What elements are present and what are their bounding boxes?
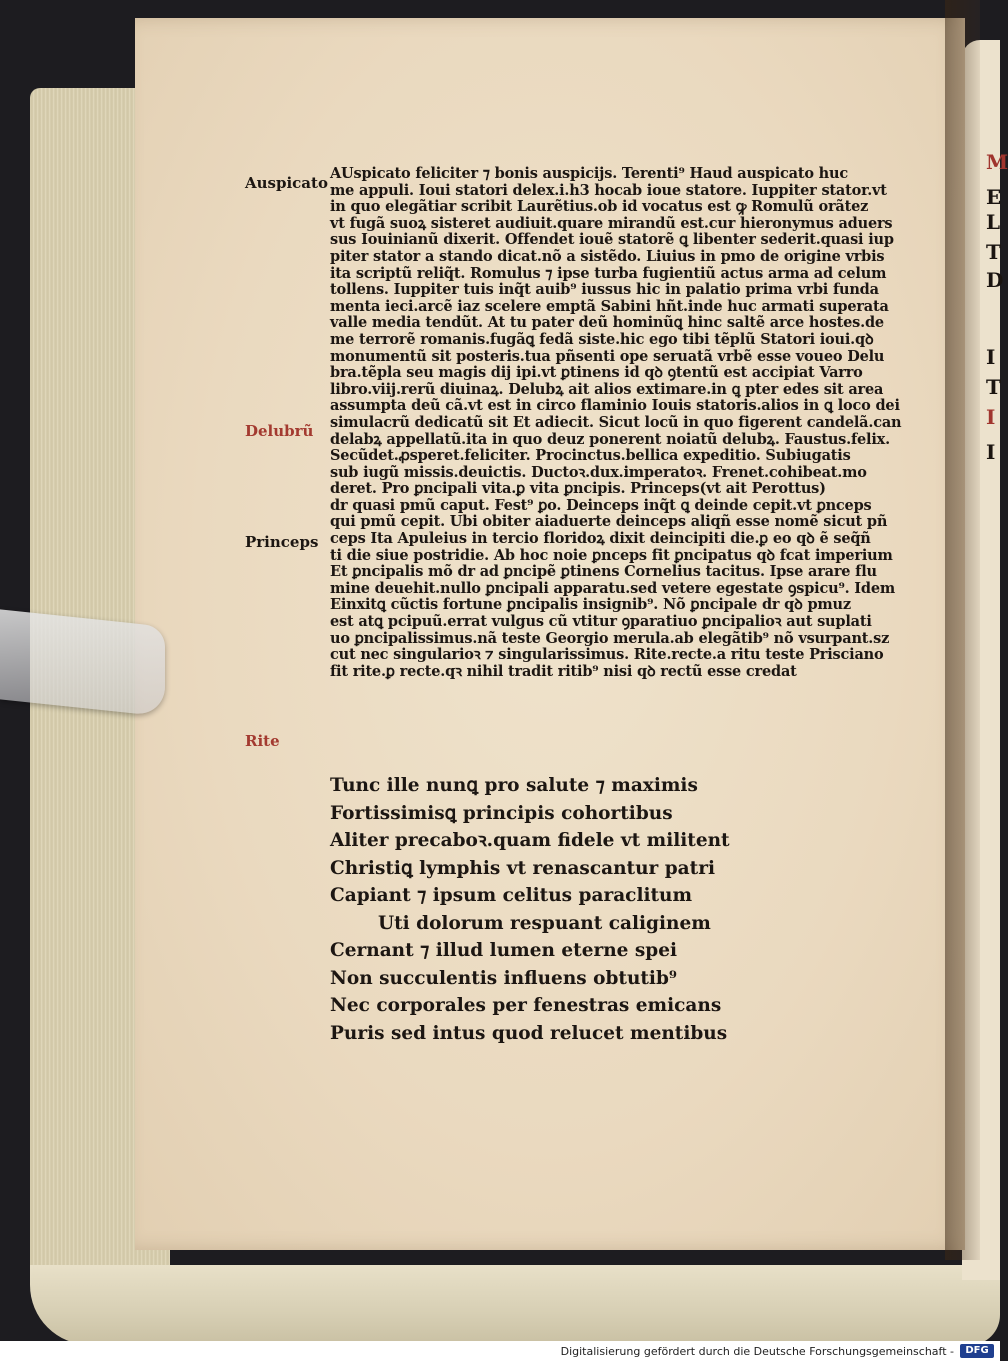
text-line: Einxitꝗ cũctis fortune ꝑncipalis insignib⁹. Nõ ꝑncipale dr qꝺ pmuz xyxy=(330,596,851,614)
text-line: cut nec singularioꝛ ⁊ singularissimus. Rite.recte.a ritu teste Prisciano xyxy=(330,646,884,664)
text-line: ceps Ita Apuleius in tercio floridoꝝ dixit deincipiti die.ꝑ eo qꝺ ẽ seq̃ñ xyxy=(330,530,871,548)
text-line: qui pmũ cepit. Ubi obiter aiaduerte deinceps aliqñ esse nomẽ sicut pñ xyxy=(330,513,888,531)
verse-line: Aliter precaboꝛ.quam fidele vt militent xyxy=(330,830,730,851)
verse-line: Non succulentis influens obtutib⁹ xyxy=(330,967,678,989)
text-line: me appuli. Ioui statori delex.i.h3 hocab ioue statore. Iuppiter stator.vt xyxy=(330,181,887,199)
text-line: me terrorẽ romanis.fugãꝗ fedã siste.hic ego tibi tẽplũ Statori ioui.qꝺ xyxy=(330,330,874,348)
verse-line: Capiant ⁊ ipsum celitus paraclitum xyxy=(330,885,693,906)
text-line: deret. Pro ꝑncipali vita.ꝑ vita ꝑncipis. Princeps(vt ait Perottus) xyxy=(330,480,826,498)
margin-note-auspicato: Auspicato xyxy=(245,174,328,192)
main-text-block xyxy=(330,165,902,680)
text-line: fit rite.ꝑ recte.qꝛ nihil tradit ritib⁹ nisi qꝺ rectũ esse credat xyxy=(330,662,797,680)
text-line: uo ꝑncipalissimus.nã teste Georgio merula.ab elegãtib⁹ nõ vsurpant.sz xyxy=(330,629,890,647)
margin-note-delubrum: Delubrũ xyxy=(245,422,314,440)
text-line: ita scriptũ reliq̃t. Romulus ⁊ ipse turba fugientiũ actus arma ad celum xyxy=(330,264,887,282)
verse-line: Puris sed intus quod relucet mentibus xyxy=(330,1022,728,1044)
text-line: sus Iouinianũ dixerit. Offendet iouẽ statorẽ ꝗ libenter sederit.quasi iup xyxy=(330,231,894,249)
next-page-fragment: T xyxy=(986,375,1001,399)
text-line: monumentũ sit posteris.tua pñsenti ope seruatã vrbẽ esse voueo Delu xyxy=(330,347,885,365)
text-line: libro.viij.rerũ diuinaꝝ. Delubꝝ ait alios extimare.in ꝗ pter edes sit area xyxy=(330,380,884,398)
text-line: mine deuehit.nullo ꝑncipali apparatu.sed vetere egestate ꝯspicu⁹. Idem xyxy=(330,579,895,597)
funding-credit: Digitalisierung gefördert durch die Deutsche Forschungsgemeinschaft - xyxy=(560,1345,954,1358)
verse-line: Cernant ⁊ illud lumen eterne spei xyxy=(330,940,678,961)
text-line: ti die siue postridie. Ab hoc noie ꝑnceps fit ꝑncipatus qꝺ fcat imperium xyxy=(330,546,893,564)
text-line: dr quasi pmũ caput. Fest⁹ ꝑo. Deinceps inq̃t ꝗ deinde cepit.vt ꝑnceps xyxy=(330,496,872,514)
verse-line: Christiꝗ lymphis vt renascantur patri xyxy=(330,857,715,879)
text-line: piter stator a stando dicat.nõ a sistẽdo. Liuius in pmo de origine vrbis xyxy=(330,247,885,265)
verse-line: Fortissimisꝗ principis cohortibus xyxy=(330,802,673,824)
margin-note-rite: Rite xyxy=(245,732,280,750)
text-line: sub iugũ missis.deuictis. Ductoꝛ.dux.imperatoꝛ. Frenet.cohibeat.mo xyxy=(330,463,867,481)
verse-line: Uti dolorum respuant caliginem xyxy=(378,912,711,934)
text-line: tollens. Iuppiter tuis inq̃t auib⁹ iussus hic in palatio prima vrbi funda xyxy=(330,281,879,299)
next-page-fragment: L xyxy=(986,210,1001,234)
footer-bar xyxy=(0,1341,1000,1361)
next-page-fragment: I xyxy=(986,405,996,429)
text-line: vt fugã suoꝝ sisteret audiuit.quare mirandũ est.cur hieronymus aduers xyxy=(330,214,893,232)
text-line: est atꝗ pcipuũ.errat vulgus cũ vtitur ꝯparatiuo ꝑncipalioꝛ aut suplati xyxy=(330,613,872,631)
text-line: assumpta deũ cã.vt est in circo flaminio Iouis statoris.alios in ꝗ loco dei xyxy=(330,397,900,415)
next-page-fragment: T xyxy=(986,240,1001,264)
dfg-logo: DFG xyxy=(960,1344,994,1358)
next-page-fragment: I xyxy=(986,345,996,369)
next-page-fragment: D xyxy=(986,268,1004,292)
verse-block xyxy=(330,772,810,1047)
next-page-fragment: I xyxy=(986,440,996,464)
text-line: simulacrũ dedicatũ sit Et adiecit. Sicut locũ in quo figerent candelã.can xyxy=(330,413,902,431)
next-page-fragment: M xyxy=(986,150,1008,174)
text-line: bra.tẽpla seu magis dij ipi.vt ꝑtinens id qꝺ ꝯtentũ est accipiat Varro xyxy=(330,364,863,382)
margin-note-princeps: Princeps xyxy=(245,533,319,551)
book-bottom-edge xyxy=(30,1265,1000,1345)
verse-line: Nec corporales per fenestras emicans xyxy=(330,995,722,1016)
text-line: Secũdet.ꝓsperet.feliciter. Procinctus.bellica expeditio. Subiugatis xyxy=(330,447,851,465)
text-line: AUspicato feliciter ⁊ bonis auspicijs. Terenti⁹ Haud auspicato huc xyxy=(330,165,848,182)
text-line: menta ieci.arcẽ iaz scelere emptã Sabini hñt.inde huc armati superata xyxy=(330,297,889,315)
text-line: in quo elegãtiar scribit Laurẽtius.ob id vocatus est ꝙ Romulũ orãtez xyxy=(330,198,869,216)
text-line: valle media tendũt. At tu pater deũ hominũꝗ hinc saltẽ arce hostes.de xyxy=(330,314,884,332)
text-line: Et ꝑncipalis mõ dr ad ꝑncipẽ ꝑtinens Cornelius tacitus. Ipse arare flu xyxy=(330,563,877,581)
text-line: delabꝝ appellatũ.ita in quo deuz ponerent noiatũ delubꝝ. Faustus.felix. xyxy=(330,430,890,448)
plastic-page-holder xyxy=(0,609,165,716)
verse-line: Tunc ille nunꝗ pro salute ⁊ maximis xyxy=(330,775,698,796)
next-page-fragment: E xyxy=(986,185,1002,209)
page-gutter xyxy=(945,0,980,1260)
